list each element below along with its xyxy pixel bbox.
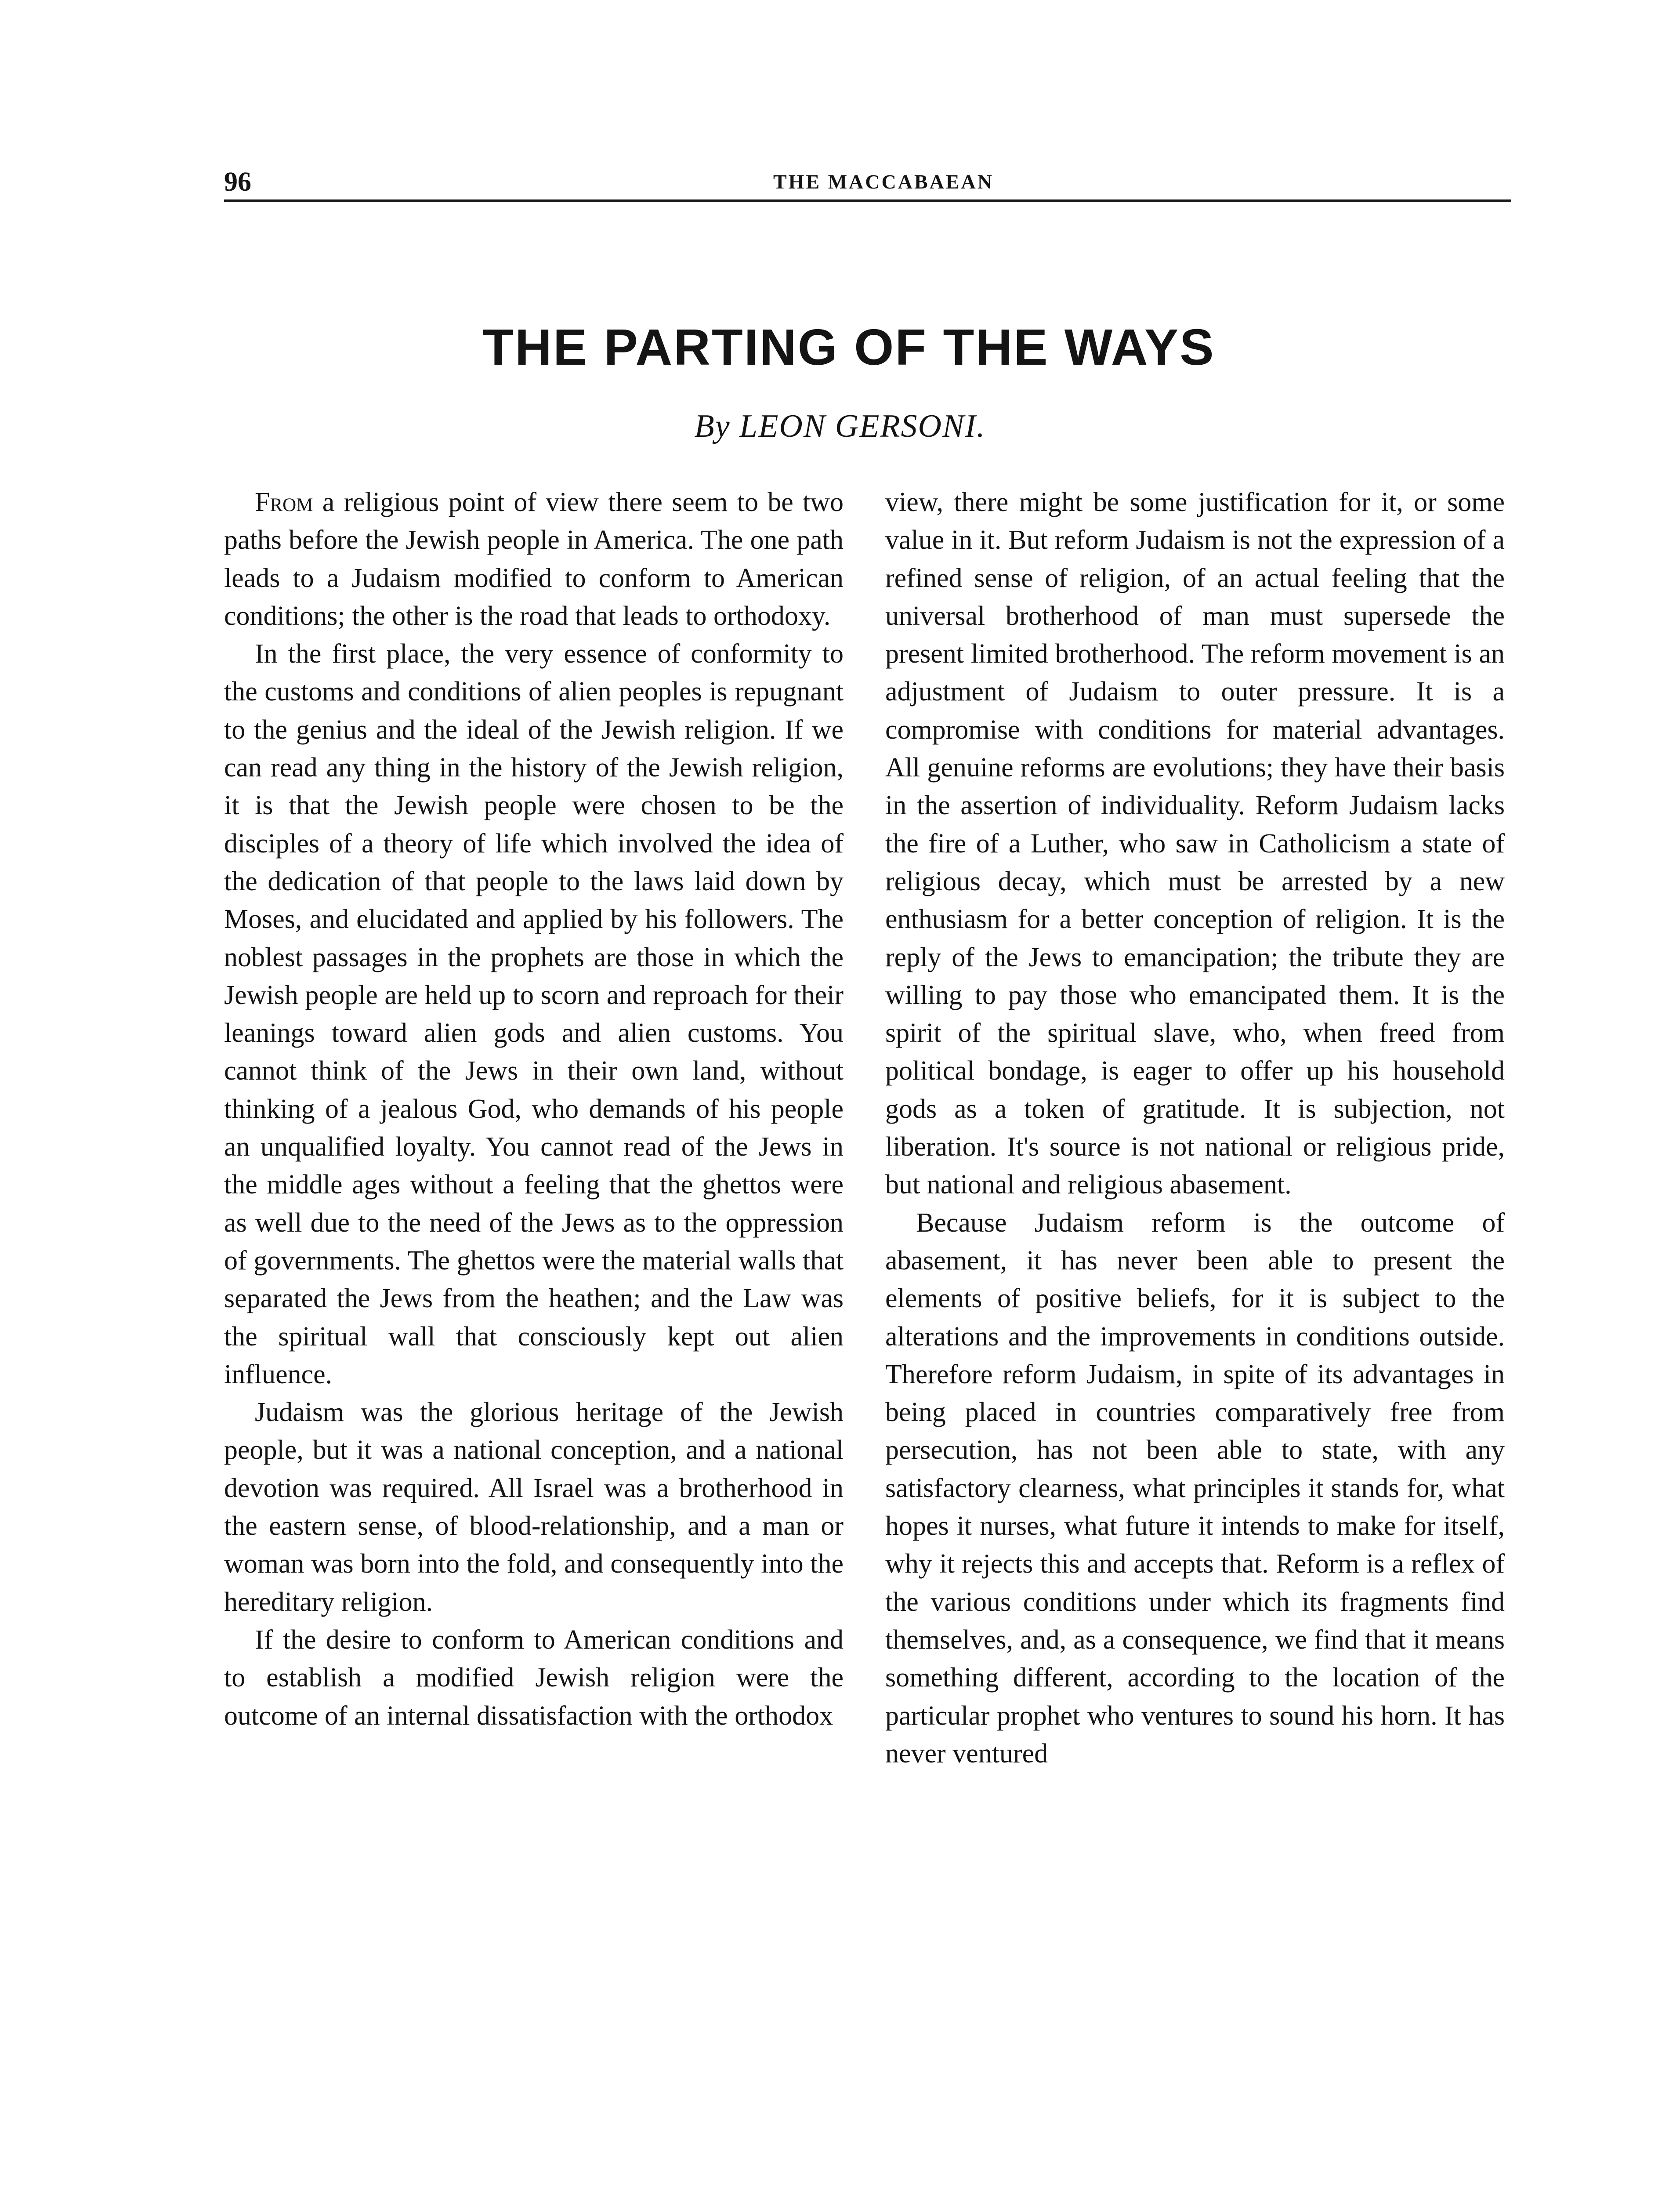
paragraph-2: In the first place, the very essence of conformity to the customs and conditions of alien peoples is repugnant to the genius and the ideal of the Jewish religion. If we can read any thing in the history of the Jewish religion, it is that the Jewish people were chosen to be the disciples of a theory of life which involved the idea of the dedication of that people to the laws laid down by Moses, and elucidated and applied by his followers. The noblest passages in the prophets are those in which the Jewish people are held up to scorn and reproach for their leanings toward alien gods and alien customs. You cannot think of the Jews in their own land, without thinking of a jealous God, who demands of his people an unqualified loyalty. You cannot read of the Jews in the middle ages without a feeling that the ghettos were as well due to the need of the Jews as to the oppression of governments. The ghettos were the material walls that separated the Jews from the heathen; and the Law was the spiritual wall that consciously kept out alien influence.	[224, 639, 844, 1389]
journal-name: THE MACCABAEAN	[773, 170, 994, 193]
paragraph-6: Because Judaism reform is the outcome of abasement, it has never been able to present the elements of positive beliefs, for it is subject to the alterations and the improvements in conditions outside. Therefore reform Judaism, in spite of its advantages in being placed in countries comparatively free from persecution, has not been able to state, with any satisfactory clearness, what principles it stands for, what hopes it nurses, what future it intends to make for itself, why it rejects this and accepts that. Reform is a reflex of the various conditions under which its fragments find themselves, and, as a consequence, we find that it means something different, according to the location of the particular prophet who ventures to sound his horn. It has never ventured	[885, 1207, 1505, 1769]
right-column	[885, 483, 1505, 1773]
lead-word: From	[255, 487, 313, 517]
paragraph-4: If the desire to conform to American conditions and to establish a modified Jewish religion were the outcome of an internal dissatisfaction with the orthodox	[224, 1624, 844, 1731]
paragraph-3: Judaism was the glorious heritage of the Jewish people, but it was a national conception, and a national devotion was required. All Israel was a brotherhood in the eastern sense, of blood-relationship, and a man or woman was born into the fold, and consequently into the hereditary religion.	[224, 1397, 844, 1617]
left-column	[224, 483, 844, 1735]
paragraph-5: view, there might be some justification for it, or some value in it. But reform Judaism is not the expression of a refined sense of religion, of an actual feeling that the universal brotherhood of man must supersede the present limited brotherhood. The reform movement is an adjustment of Judaism to outer pressure. It is a compromise with conditions for material advantages. All genuine reforms are evolutions; they have their basis in the assertion of individuality. Reform Judaism lacks the fire of a Luther, who saw in Catholicism a state of religious decay, which must be arrested by a new enthusiasm for a better conception of religion. It is the reply of the Jews to emancipation; the tribute they are willing to pay those who emancipated them. It is the spirit of the spiritual slave, who, when freed from political bondage, is eager to offer up his household gods as a token of gratitude. It is subjection, not liberation. It's source is not national or religious pride, but national and religious abasement.	[885, 487, 1505, 1200]
byline: By LEON GERSONI.	[694, 408, 986, 444]
paragraph-text: a religious point of view there seem to be two paths before the Jewish people in America. The one path leads to a Judaism modified to conform to American conditions; the other is the road that leads to orthodoxy.	[224, 487, 844, 631]
paragraph-1	[224, 483, 844, 635]
page-number: 96	[224, 167, 251, 197]
running-header	[224, 164, 1511, 202]
article-title: THE PARTING OF THE WAYS	[482, 319, 1215, 376]
